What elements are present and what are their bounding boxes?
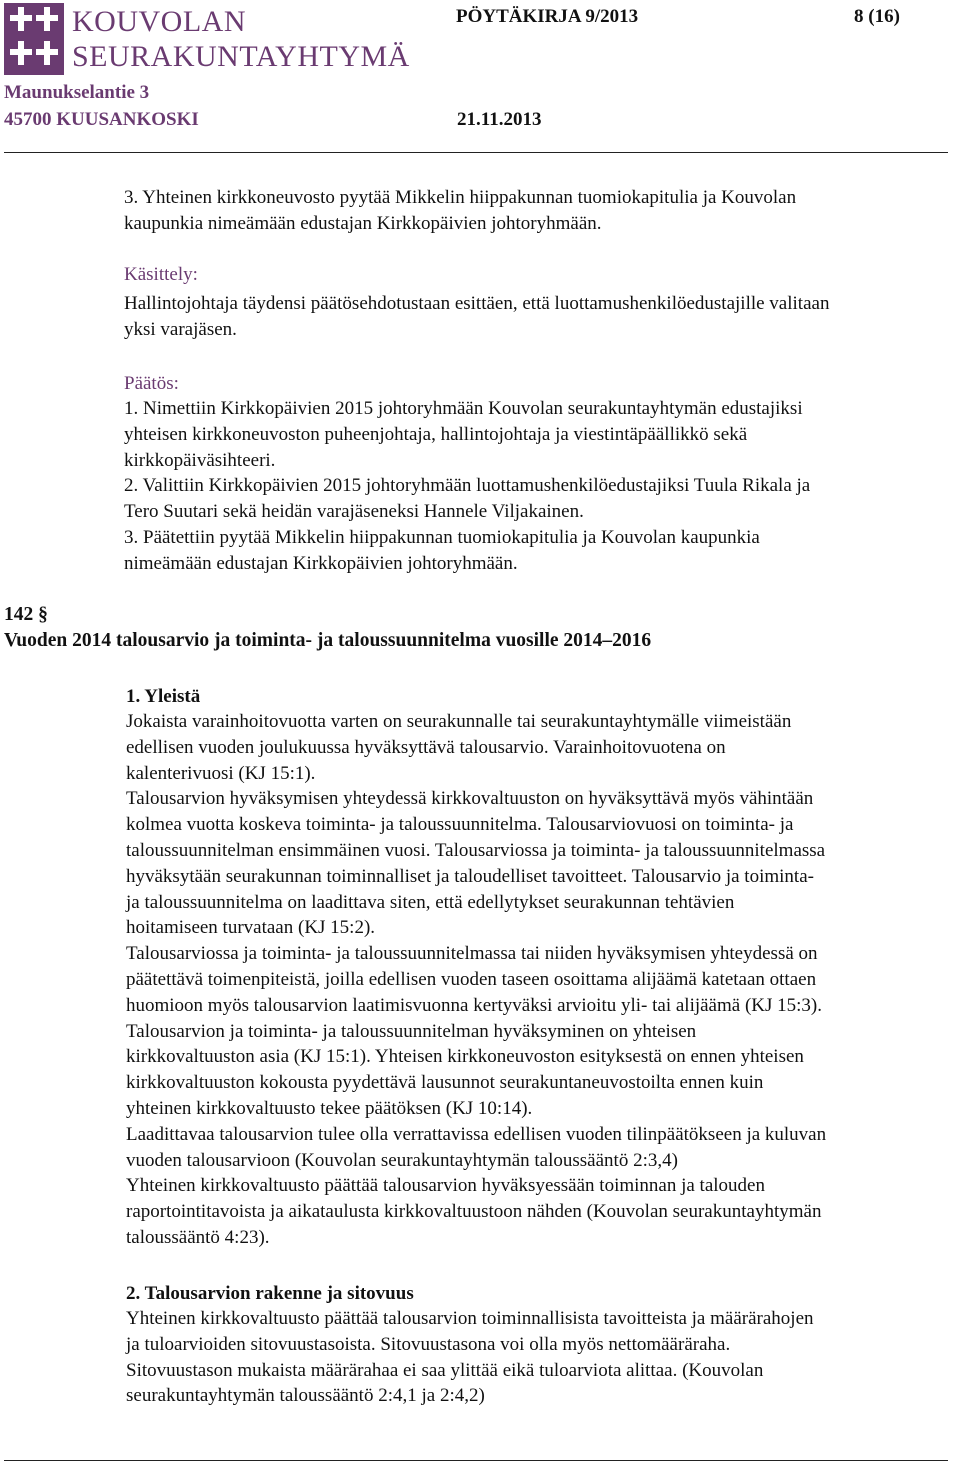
general-text xyxy=(126,709,826,1251)
document-title: PÖYTÄKIRJA 9/2013 xyxy=(456,6,639,27)
text-line: hyväksytään seurakunnan toiminnalliset ja taloudelliset tavoitteet. Talousarvio ja toiminta- xyxy=(126,865,814,887)
text-line: kirkkopäiväsihteeri. xyxy=(124,449,276,471)
text-line: kirkkovaltuuston asia (KJ 15:1). Yhteisen kirkkoneuvoston esityksestä on ennen yhteisen xyxy=(126,1046,804,1068)
subheading-structure: 2. Talousarvion rakenne ja sitovuus xyxy=(126,1283,414,1304)
text-line: yhteisen kirkkoneuvoston puheenjohtaja, hallintojohtaja ja viestintäpäällikkö sekä xyxy=(124,423,748,445)
text-line: Laadittavaa talousarvion tulee olla verrattavissa edellisen vuoden tilinpäätökseen ja kuluvan xyxy=(126,1123,827,1145)
text-line: Sitovuustason mukaista määrärahaa ei saa ylittää eikä tuloarviota alittaa. (Kouvolan xyxy=(126,1359,764,1381)
subheading-general: 1. Yleistä xyxy=(126,686,201,707)
decision-item-3 xyxy=(124,185,796,237)
text-line: päätettävä toimenpiteistä, joilla edellisen vuoden taseen osoittama alijäämä katetaan ottaen xyxy=(126,968,817,990)
logo-line2: SEURAKUNTAYHTYMÄ xyxy=(72,40,410,73)
text-line: edellisen vuoden joulukuussa hyväksyttävä talousarvio. Varainhoitovuotena on xyxy=(126,736,726,758)
text-line: Talousarvion hyväksymisen yhteydessä kirkkovaltuuston on hyväksyttävä myös vähintään xyxy=(126,788,814,810)
section-title: Vuoden 2014 talousarvio ja toiminta- ja taloussuunnitelma vuosille 2014–2016 xyxy=(4,630,652,651)
text-line: Tero Suutari sekä heidän varajäseneksi Hannele Viljakainen. xyxy=(124,501,584,523)
document-date: 21.11.2013 xyxy=(457,109,542,130)
text-line: vuoden talousarvioon (Kouvolan seurakuntayhtymän taloussääntö 2:3,4) xyxy=(126,1149,678,1171)
text-line: Yhteinen kirkkovaltuusto päättää talousarvion toiminnallisista tavoitteista ja määrärahojen xyxy=(126,1308,814,1329)
text-line: taloussuunnitelman ensimmäinen vuosi. Talousarviossa ja toiminta- ja taloussuunnitelmassa xyxy=(126,839,826,861)
text-line: Jokaista varainhoitovuotta varten on seurakunnalle tai seurakuntayhtymälle viimeistään xyxy=(126,711,792,732)
address-street: Maunukselantie 3 xyxy=(4,82,150,103)
section-number: 142 § xyxy=(4,604,48,625)
text-line: yhteinen kirkkovaltuusto tekee päätöksen (KJ 10:14). xyxy=(126,1097,533,1119)
footer-divider xyxy=(4,1460,948,1461)
text-line: raportointitavoista ja aikataulusta kirkkovaltuustoon nähden (Kouvolan seurakuntayhtymän xyxy=(126,1201,822,1223)
text-line: 1. Nimettiin Kirkkopäivien 2015 johtoryhmään Kouvolan seurakuntayhtymän edustajiksi xyxy=(124,398,803,419)
text-line: 2. Valittiin Kirkkopäivien 2015 johtoryhmään luottamushenkilöedustajiksi Tuula Rikala ja xyxy=(124,475,811,497)
text-line: taloussääntö 4:23). xyxy=(126,1226,270,1248)
structure-text xyxy=(126,1306,814,1409)
text-line: 3. Päätettiin pyytää Mikkelin hiippakunnan tuomiokapitulia ja Kouvolan kaupunkia xyxy=(124,526,760,548)
kasittely-text xyxy=(124,291,829,343)
text-line: Hallintojohtaja täydensi päätösehdotustaan esittäen, että luottamushenkilöedustajille valitaan xyxy=(124,293,830,314)
text-line: ja taloussuunnitelma on laadittava siten, että edellytykset seurakunnan tehtävien xyxy=(126,891,735,913)
text-line: huomioon myös talousarvion laatimisvuonna kertyväksi arvioitu yli- tai alijäämä (KJ 15:3). xyxy=(126,994,823,1016)
text-line: yksi varajäsen. xyxy=(124,318,237,340)
text-line: seurakuntayhtymän taloussääntö 2:4,1 ja 2:4,2) xyxy=(126,1385,485,1407)
organization-logo xyxy=(4,3,428,75)
text-line: nimeämään edustajan Kirkkopäivien johtoryhmään. xyxy=(124,552,518,574)
paatos-text xyxy=(124,396,810,577)
text-line: Talousarvion ja toiminta- ja taloussuunnitelman hyväksyminen on yhteisen xyxy=(126,1020,697,1042)
text-line: kaupunkia nimeämään edustajan Kirkkopäivien johtoryhmään. xyxy=(124,212,602,234)
address-city: 45700 KUUSANKOSKI xyxy=(4,109,199,130)
text-line: kirkkovaltuuston kokousta pyydettävä lausunnot seurakuntaneuvostoilta ennen kuin xyxy=(126,1072,764,1094)
text-line: kalenterivuosi (KJ 15:1). xyxy=(126,762,316,784)
text-line: 3. Yhteinen kirkkoneuvosto pyytää Mikkelin hiippakunnan tuomiokapitulia ja Kouvolan xyxy=(124,187,797,208)
text-line: ja tuloarvioiden sitovuustasoista. Sitovuustasona voi olla myös nettomääräraha. xyxy=(126,1333,731,1355)
text-line: kolmea vuotta koskeva toiminta- ja taloussuunnitelma. Talousarviovuosi on toiminta- ja xyxy=(126,814,794,836)
text-line: Talousarviossa ja toiminta- ja taloussuunnitelmassa tai niiden hyväksymisen yhteydessä on xyxy=(126,943,818,965)
page-number: 8 (16) xyxy=(854,6,900,27)
header-divider xyxy=(4,152,948,153)
text-line: hoitamiseen turvataan (KJ 15:2). xyxy=(126,917,376,939)
text-line: Yhteinen kirkkovaltuusto päättää talousarvion hyväksyessään toiminnan ja talouden xyxy=(126,1175,765,1197)
cross-icon xyxy=(4,3,64,75)
kasittely-heading: Käsittely: xyxy=(124,264,198,285)
logo-line1: KOUVOLAN xyxy=(72,5,246,38)
paatos-heading: Päätös: xyxy=(124,373,179,394)
